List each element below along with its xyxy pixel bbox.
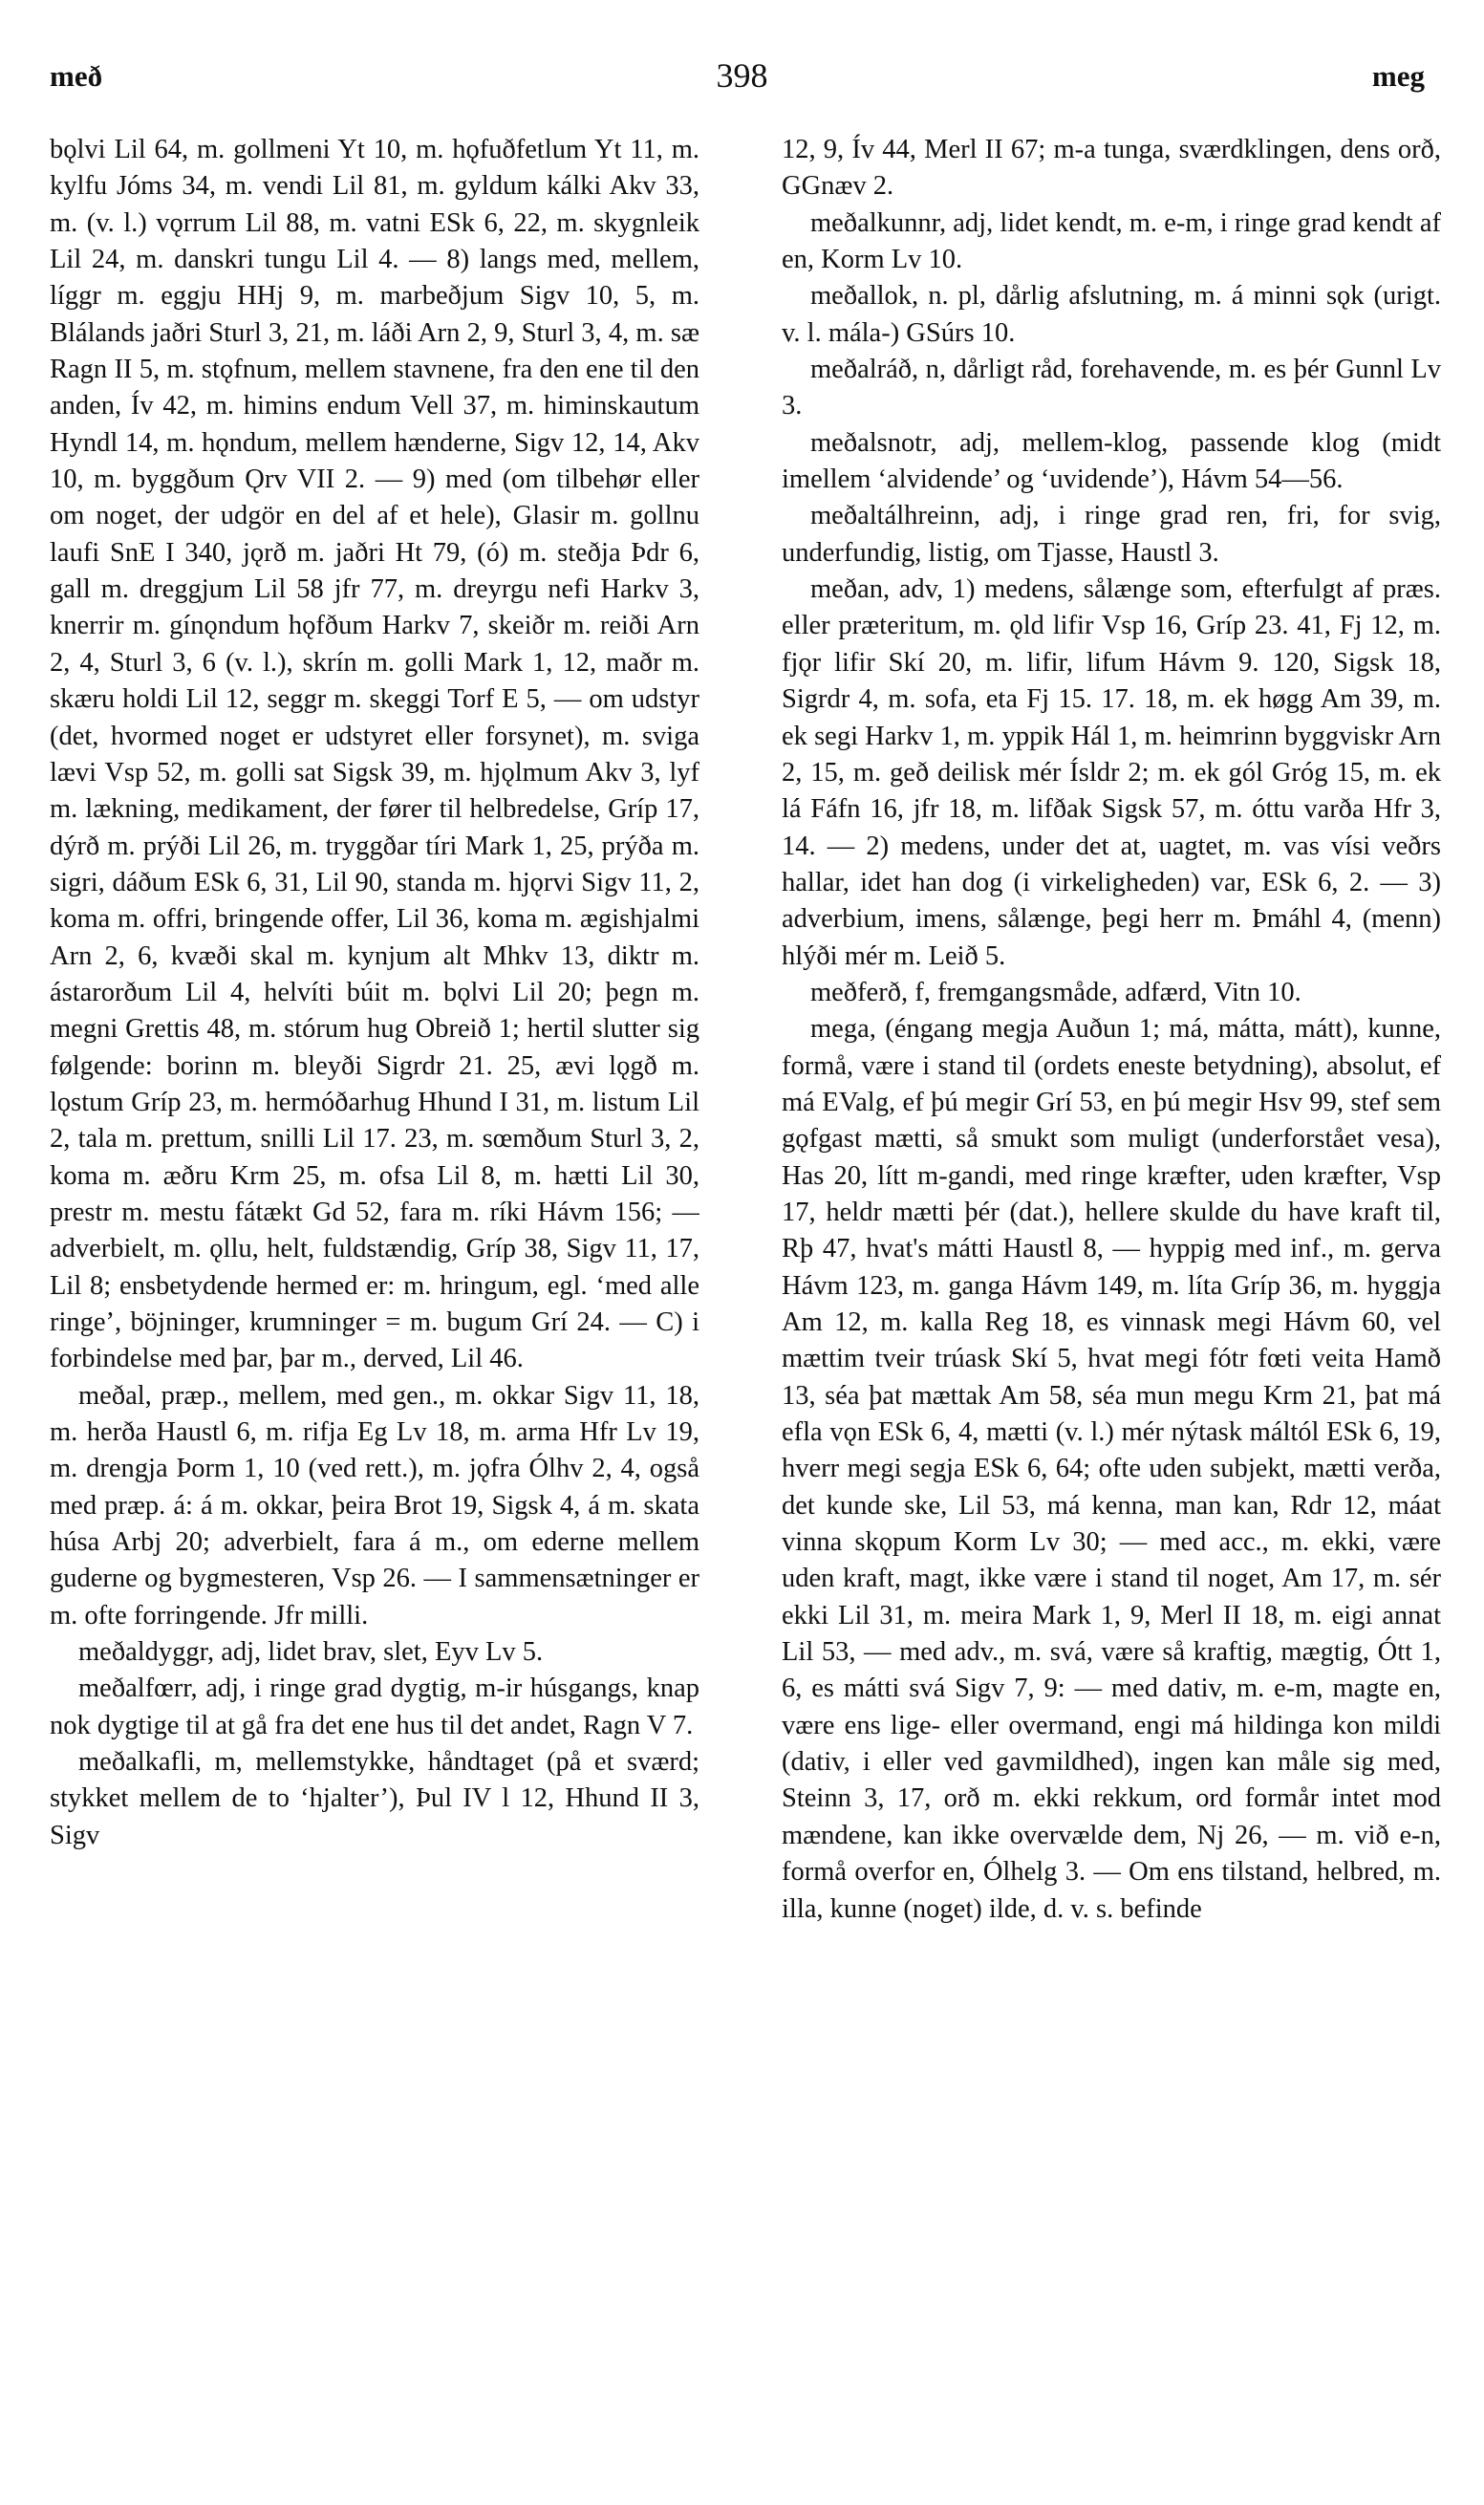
entry-continuation: bǫlvi Lil 64, m. gollmeni Yt 10, m. hǫfuðfetlum Yt 11, m. kylfu Jóms 34, m. vendi Lil 81, m. gyldum kálki Akv 33, m. (v. l.) vǫrrum Lil 88, m. vatni ESk 6, 22, m. skygnleik Lil 24, m. danskri tungu Lil 4. — 8) langs med, mellem, líggr m. eggju HHj 9, m. marbeðjum Sigv 10, 5, m. Blálands jaðri Sturl 3, 21, m. láði Arn 2, 9, Sturl 3, 4, m. sæ Ragn II 5, m. stǫfnum, mellem stavnene, fra den ene til den anden, Ív 42, m. himins endum Vell 37, m. himinskautum Hyndl 14, m. hǫndum, mellem hænderne, Sigv 12, 14, Akv 10, m. byggðum Ǫrv VII 2. — 9) med (om tilbehør eller om noget, der udgör en del af et hele), Glasir m. gollnu laufi SnE I 340, jǫrð m. jaðri Ht 79, (ó) m. steðja Þdr 6, gall m. dreggjum Lil 58 jfr 77, m. dreyrgu nefi Harkv 3, knerrir m. gínǫndum hǫfðum Harkv 7, skeiðr m. reiði Arn 2, 4, Sturl 3, 6 (v. l.), skrín m. golli Mark 1, 12, maðr m. skæru holdi Lil 12, seggr m. skeggi Torf E 5, — om udstyr (det, hvormed noget er udstyret eller forsynet), m. sviga lævi Vsp 52, m. golli sat Sigsk 39, m. hjǫlmum Akv 3, lyf m. lækning, medikament, der fører til helbredelse, Gríp 17, dýrð m. prýði Lil 26, m. tryggðar tíri Mark 1, 25, prýða m. sigri, dáðum ESk 6, 31, Lil 90, standa m. hjǫrvi Sigv 11, 2, koma m. offri, bringende offer, Lil 36, koma m. ægishjalmi Arn 2, 6, kvæði skal m. kynjum alt Mhkv 13, diktr m. ástarorðum Lil 4, helvíti búit m. bǫlvi Lil 20; þegn m. megni Grettis 48, m. stórum hug Obreið 1; hertil slutter sig følgende: borinn m. bleyði Sigrdr 21. 25, ævi lǫgð m. lǫstum Gríp 23, m. hermóðarhug Hhund I 31, m. listum Lil 2, tala m. prettum, snilli Lil 17. 23, m. sœmðum Sturl 3, 2, koma m. æðru Krm 25, m. ofsa Lil 8, m. hætti Lil 30, prestr m. mestu fátækt Gd 52, fara m. ríki Hávm 156; — adverbielt, m. ǫllu, helt, fuldstændig, Gríp 38, Sigv 11, 17, Lil 8; ensbetydende hermed er: m. hringum, egl. ‘med alle ringe’, böjninger, krumninger = m. bugum Grí 24. — C) i forbindelse med þar, þar m., derved, Lil 46. — [50, 135, 699, 1374]
entry-medalkafli-continued: 12, 9, Ív 44, Merl II 67; m-a tunga, sværdklingen, dens orð, GGnæv 2. — [782, 135, 1441, 202]
right-column — [782, 132, 1441, 2483]
entry-medalfoerr: meðalfœrr, adj, i ringe grad dygtig, m-ir húsgangs, knap nok dygtige til at gå fra det ene hus til det andet, Ragn V 7. — [50, 1674, 699, 1740]
entry-mega: mega, (éngang megja Auðun 1; má, mátta, mátt), kunne, formå, være i stand til (ordets eneste betydning), absolut, ef má EValg, ef þú megir Grí 53, en þú megir Hsv 99, stef sem gǫfgast mætti, så smukt som muligt (underforstået vesa), Has 20, lítt m-gandi, med ringe kræfter, uden kræfter, Vsp 17, heldr mætti þér (dat.), hellere skulde du have kraft til, Rþ 47, hvat's mátti Haustl 8, — hyppig med inf., m. gerva Hávm 123, m. ganga Hávm 149, m. líta Gríp 36, m. hyggja Am 12, m. kalla Reg 18, es vinnask megi Hávm 60, vel mættim tveir trúask Skí 5, hvat megi fótr fœti veita Hamð 13, séa þat mættak Am 58, séa mun megu Krm 21, þat má efla vǫn ESk 6, 4, mætti (v. l.) mér nýtask máltól ESk 6, 19, hverr megi segja ESk 6, 64; ofte uden subjekt, mætti verða, det kunde ske, Lil 53, má kenna, man kan, Rdr 12, máat vinna skǫpum Korm Lv 30; — med acc., m. ekki, være uden kraft, magt, ikke være i stand til noget, Am 17, m. sér ekki Lil 31, m. meira Mark 1, 9, Merl II 18, m. eigi annat Lil 53, — med adv., m. svá, være så kraftig, mægtig, Ótt 1, 6, es mátti svá Sigv 7, 9: — med dativ, m. e-m, magte en, være ens lige- eller overmand, engi má hildinga kon mildi (dativ, i eller ved gavmildhed), ingen kan måle sig med, Steinn 3, 17, orð m. ekki rekkum, ord formår intet mod mændene, kan ikke overvælde dem, Nj 26, — m. við e-n, formå overfor en, Ólhelg 3. — Om ens tilstand, helbred, m. illa, kunne (noget) ilde, d. v. s. befinde — [782, 1014, 1441, 1924]
entry-medal: meðal, præp., mellem, med gen., m. okkar Sigv 11, 18, m. herða Haustl 6, m. rifja Eg Lv 18, m. arma Hfr Lv 19, m. drengja Þorm 1, 10 (ved rett.), m. jǫfra Ólhv 2, 4, også med præp. á: á m. okkar, þeira Brot 19, Sigsk 4, á m. skata húsa Arbj 20; adverbielt, fara á m., om ederne mellem guderne og bygmesteren, Vsp 26. — I sammensætninger er m. ofte forringende. Jfr milli. — [50, 1380, 699, 1630]
entry-medferd: meðferð, f, fremgangsmåde, adfærd, Vitn 10. — [810, 977, 1301, 1007]
entry-medalkafli: meðalkafli, m, mellemstykke, håndtaget (på et sværd; stykket mellem de to ‘hjalter’), Þul IV l 12, Hhund II 3, Sigv — [50, 1747, 699, 1850]
page-number: 398 — [716, 56, 768, 95]
entry-medaldyggr: meðaldyggr, adj, lidet brav, slet, Eyv Lv 5. — [78, 1637, 544, 1668]
entry-medalrad: meðalráð, n, dårligt råd, forehavende, m. es þér Gunnl Lv 3. — [782, 355, 1441, 421]
running-head-first-word: með — [50, 59, 103, 93]
entry-medan: meðan, adv, 1) medens, sålænge som, efterfulgt af præs. eller præteritum, m. ǫld lifir Vsp 16, Gríp 23. 41, Fj 12, m. fjǫr lifir Skí 20, m. lifir, lifum Hávm 9. 120, Sigsk 18, Sigrdr 4, m. sofa, eta Fj 15. 17. 18, m. ek høgg Am 39, m. ek segi Harkv 1, m. yppik Hál 1, m. heimrinn byggviskr Arn 2, 15, m. geð deilisk mér Ísldr 2; m. ek gól Gróg 15, m. ek lá Fáfn 16, jfr 18, m. lifðak Sigsk 57, m. óttu varða Hfr 3, 14. — 2) medens, under det at, uagtet, m. vas vísi veðrs hallar, idet han dog (i virkeligheden) var, ESk 6, 2. — 3) adverbium, imens, sålænge, þegi herr m. Þmáhl 4, (menn) hlýði mér m. Leið 5. — [782, 574, 1441, 971]
left-column — [50, 132, 699, 2483]
entry-medallok: meðallok, n. pl, dårlig afslutning, m. á minni sǫk (urigt. v. l. mála-) GSúrs 10. — [782, 281, 1441, 348]
running-head-last-word: meg — [1371, 59, 1425, 93]
entry-medalkunnr: meðalkunnr, adj, lidet kendt, m. e-m, i ringe grad kendt af en, Korm Lv 10. — [782, 207, 1441, 275]
entry-medalsnotr: meðalsnotr, adj, mellem-klog, passende klog (midt imellem ‘alvidende’ og ‘uvidende’), Hávm 54—56. — [782, 427, 1441, 495]
entry-medaltalhreinn: meðaltálhreinn, adj, i ringe grad ren, fri, for svig, underfundig, listig, om Tjasse, Haustl 3. — [782, 501, 1441, 568]
